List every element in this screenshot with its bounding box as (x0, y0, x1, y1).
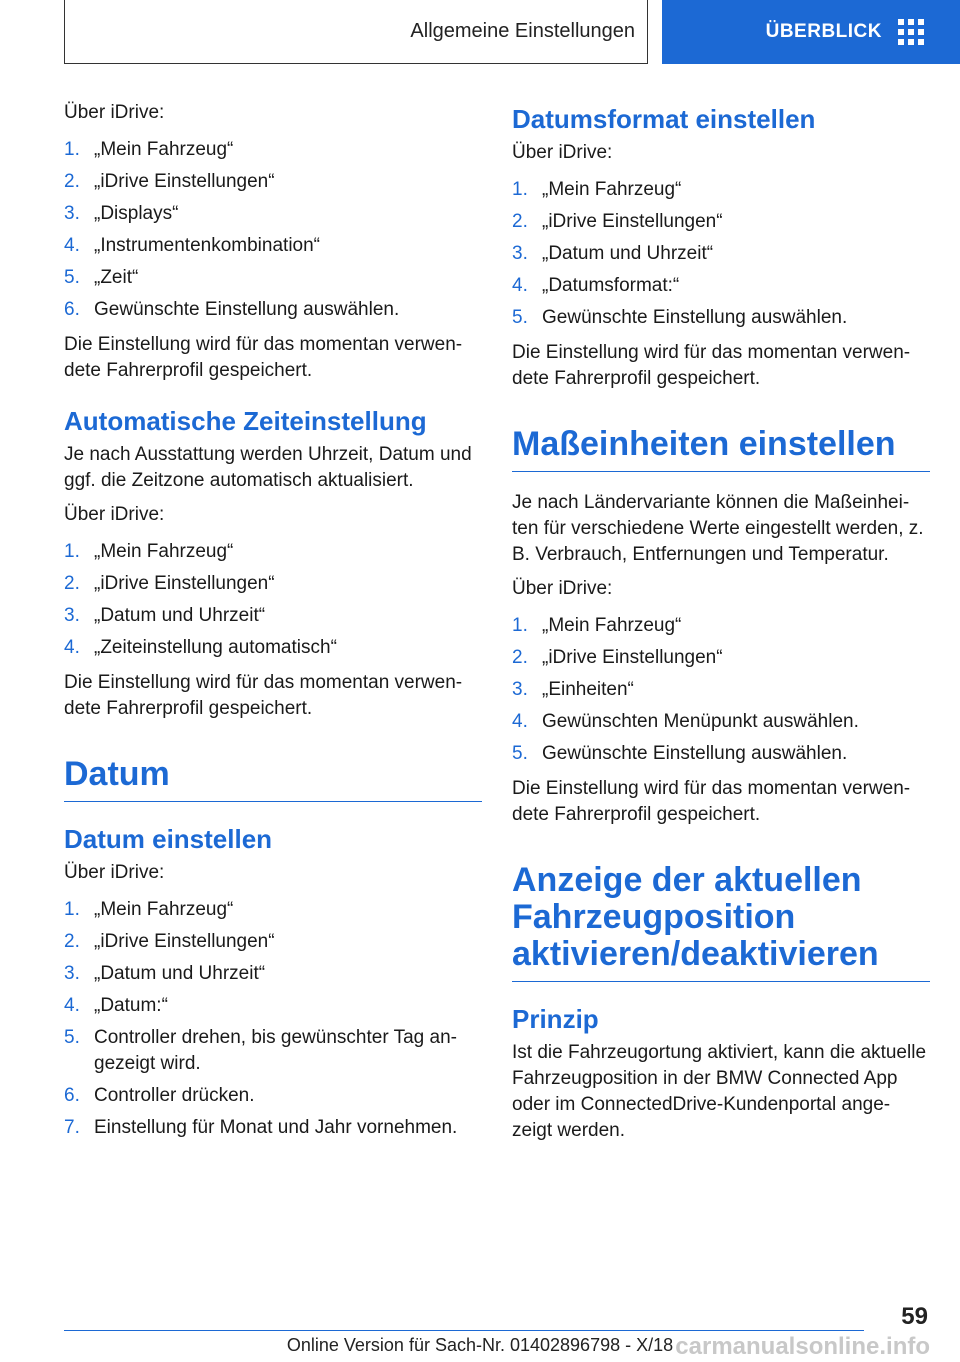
header-section-box (64, 0, 648, 64)
list-item: 1. „Mein Fahrzeug“ (512, 174, 930, 206)
steps-list (512, 174, 930, 334)
intro-text: Über iDrive: (64, 504, 165, 525)
intro-text: Über iDrive: (64, 102, 165, 123)
footer-divider (64, 1330, 864, 1331)
description-text: Je nach Ländervariante können die Maßeinhei‐ten für verschiedene Werte eingestellt werden, z. B. Verbrauch, Entfernungen und Temperatur. (512, 492, 924, 565)
step-text: „Mein Fahrzeug“ (94, 899, 234, 920)
list-item: 3. „Displays“ (64, 198, 482, 230)
step-text: Controller drücken. (94, 1085, 255, 1106)
list-item: 3. „Datum und Uhrzeit“ (512, 238, 930, 270)
list-item: 5. „Zeit“ (64, 262, 482, 294)
step-text: Gewünschte Einstellung auswählen. (542, 307, 848, 328)
step-text: „Einheiten“ (542, 679, 634, 700)
list-item: 3. „Datum und Uhrzeit“ (64, 600, 482, 632)
header-section-title: Allgemeine Einstellungen (410, 20, 635, 42)
intro-text: Über iDrive: (512, 578, 613, 599)
list-item: 2. „iDrive Einstellungen“ (64, 926, 482, 958)
steps-list (512, 610, 930, 770)
step-text: Gewünschte Einstellung auswählen. (542, 743, 848, 764)
list-item: 1. „Mein Fahrzeug“ (64, 134, 482, 166)
footer-text: Online Version für Sach-Nr. 01402896798 - X/18 (286, 1335, 674, 1355)
step-text: Einstellung für Monat und Jahr vornehmen. (94, 1117, 458, 1138)
list-item: 1. „Mein Fahrzeug“ (64, 894, 482, 926)
list-item: 2. „iDrive Einstellungen“ (512, 206, 930, 238)
step-text: „iDrive Einstellungen“ (94, 171, 275, 192)
description-text: Ist die Fahrzeugortung aktiviert, kann die aktuelle Fahrzeugposition in der BMW Connected App oder im ConnectedDrive-Kundenportal ange‐zeigt werden. (512, 1042, 927, 1141)
list-item: 6. Gewünschte Einstellung auswählen. (64, 294, 482, 326)
overview-tab-label: ÜBERBLICK (765, 21, 882, 42)
step-text: Controller drehen, bis gewünschter Tag an‐gezeigt wird. (94, 1027, 457, 1074)
section-heading: Datum einstellen (64, 824, 273, 854)
step-text: „Displays“ (94, 203, 179, 224)
list-item: 4. „Zeiteinstellung automatisch“ (64, 632, 482, 664)
step-text: „Zeit“ (94, 267, 139, 288)
steps-list (64, 536, 482, 664)
list-item: 1. „Mein Fahrzeug“ (64, 536, 482, 568)
list-item: 2. „iDrive Einstellungen“ (64, 166, 482, 198)
note-text: Die Einstellung wird für das momentan verwen‐dete Fahrerprofil gespeichert. (64, 334, 463, 381)
list-item: 5. Gewünschte Einstellung auswählen. (512, 302, 930, 334)
chapter-heading: Maßeinheiten einstellen (512, 426, 930, 472)
step-text: „Datum und Uhrzeit“ (94, 605, 266, 626)
list-item: 2. „iDrive Einstellungen“ (512, 642, 930, 674)
step-text: „Datumsformat:“ (542, 275, 680, 296)
list-item: 1. „Mein Fahrzeug“ (512, 610, 930, 642)
list-item: 5. Gewünschte Einstellung auswählen. (512, 738, 930, 770)
step-text: „Instrumentenkombination“ (94, 235, 320, 256)
list-item: 5. Controller drehen, bis gewünschter Tag an‐gezeigt wird. (64, 1022, 482, 1080)
watermark: carmanualsonline.info (675, 1333, 930, 1360)
section-heading: Automatische Zeiteinstellung (64, 406, 427, 436)
left-column (64, 100, 482, 1150)
list-item: 6. Controller drücken. (64, 1080, 482, 1112)
page-number: 59 (901, 1303, 928, 1330)
steps-list (64, 134, 482, 326)
step-text: „iDrive Einstellungen“ (94, 573, 275, 594)
description-text: Je nach Ausstattung werden Uhrzeit, Datum und ggf. die Zeitzone automatisch aktualisiert. (64, 444, 472, 491)
step-text: „Mein Fahrzeug“ (542, 615, 682, 636)
intro-text: Über iDrive: (512, 142, 613, 163)
note-text: Die Einstellung wird für das momentan verwen‐dete Fahrerprofil gespeichert. (512, 342, 911, 389)
list-item: 4. „Datum:“ (64, 990, 482, 1022)
list-item: 7. Einstellung für Monat und Jahr vornehmen. (64, 1112, 482, 1144)
steps-list (64, 894, 482, 1144)
step-text: „iDrive Einstellungen“ (542, 211, 723, 232)
chapter-heading: Datum (64, 756, 482, 802)
list-item: 2. „iDrive Einstellungen“ (64, 568, 482, 600)
step-text: Gewünschten Menüpunkt auswählen. (542, 711, 859, 732)
section-heading: Prinzip (512, 1004, 599, 1034)
step-text: „iDrive Einstellungen“ (94, 931, 275, 952)
right-column (512, 100, 930, 1144)
list-item: 4. „Datumsformat:“ (512, 270, 930, 302)
step-text: „Mein Fahrzeug“ (94, 139, 234, 160)
list-item: 3. „Datum und Uhrzeit“ (64, 958, 482, 990)
step-text: „Zeiteinstellung automatisch“ (94, 637, 337, 658)
list-item: 3. „Einheiten“ (512, 674, 930, 706)
step-text: „Datum:“ (94, 995, 168, 1016)
section-heading: Datumsformat einstellen (512, 104, 816, 134)
list-item: 4. Gewünschten Menüpunkt auswählen. (512, 706, 930, 738)
step-text: „Datum und Uhrzeit“ (542, 243, 714, 264)
note-text: Die Einstellung wird für das momentan verwen‐dete Fahrerprofil gespeichert. (64, 672, 463, 719)
grid-icon (898, 19, 924, 45)
step-text: „Datum und Uhrzeit“ (94, 963, 266, 984)
chapter-heading: Anzeige der aktuellen Fahrzeugposition aktivieren/deaktivieren (512, 862, 930, 982)
overview-tab[interactable] (662, 0, 960, 64)
list-item: 4. „Instrumentenkombination“ (64, 230, 482, 262)
step-text: Gewünschte Einstellung auswählen. (94, 299, 400, 320)
note-text: Die Einstellung wird für das momentan verwen‐dete Fahrerprofil gespeichert. (512, 778, 911, 825)
step-text: „Mein Fahrzeug“ (94, 541, 234, 562)
step-text: „iDrive Einstellungen“ (542, 647, 723, 668)
intro-text: Über iDrive: (64, 862, 165, 883)
step-text: „Mein Fahrzeug“ (542, 179, 682, 200)
